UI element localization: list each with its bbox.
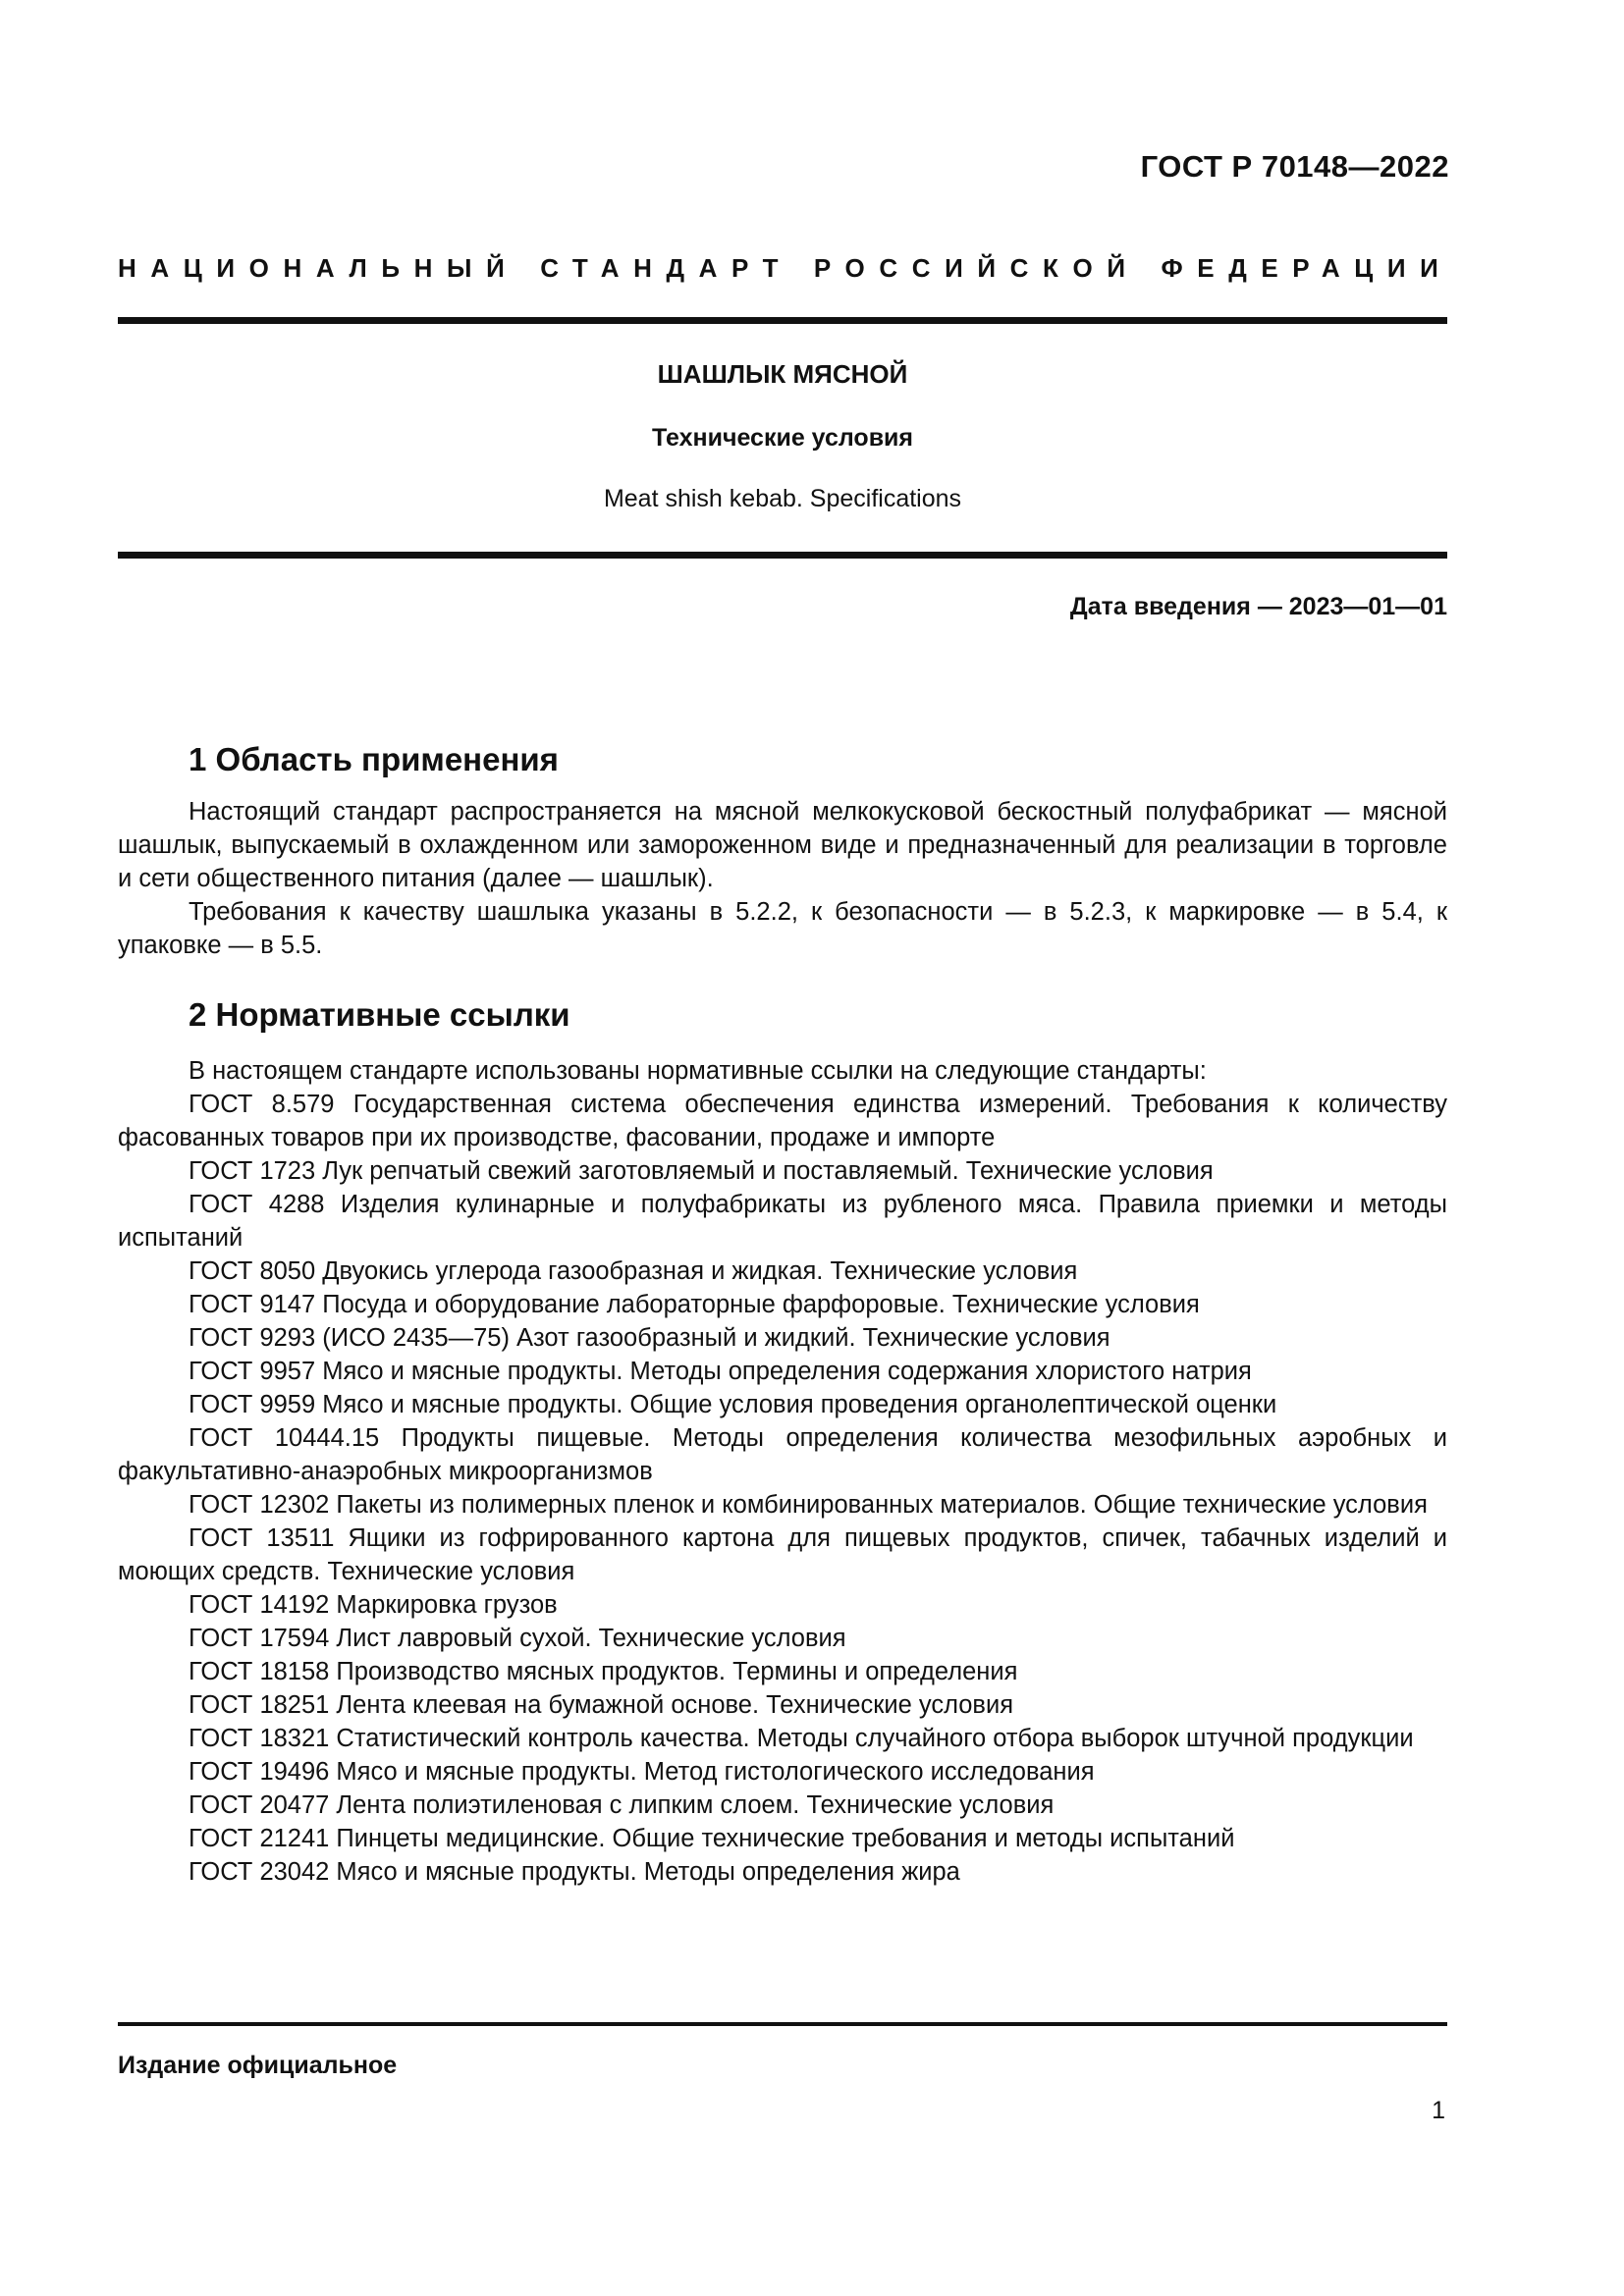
reference-item: ГОСТ 12302 Пакеты из полимерных пленок и комбинированных материалов. Общие технические условия bbox=[189, 1491, 1428, 1519]
reference-item: ГОСТ 4288 Изделия кулинарные и полуфабрикаты из рубленого мяса. Правила приемки и методы испытаний bbox=[118, 1191, 1447, 1252]
document-title-english: Meat shish kebab. Specifications bbox=[603, 485, 962, 512]
page-number: 1 bbox=[1432, 2097, 1445, 2124]
reference-item: ГОСТ 8050 Двуокись углерода газообразная и жидкая. Технические условия bbox=[189, 1257, 1078, 1285]
title-divider bbox=[118, 552, 1447, 559]
reference-item: ГОСТ 8.579 Государственная система обеспечения единства измерений. Требования к количеству фасованных товаров при их производстве, фасовании, продаже и импорте bbox=[118, 1091, 1447, 1151]
reference-item: ГОСТ 9147 Посуда и оборудование лабораторные фарфоровые. Технические условия bbox=[189, 1291, 1200, 1318]
reference-item: ГОСТ 18251 Лента клеевая на бумажной основе. Технические условия bbox=[189, 1691, 1014, 1719]
standard-banner: НАЦИОНАЛЬНЫЙ СТАНДАРТ РОССИЙСКОЙ ФЕДЕРАЦИИ bbox=[118, 253, 1453, 283]
normative-references-list bbox=[118, 1088, 1447, 1889]
reference-item: ГОСТ 18321 Статистический контроль качества. Методы случайного отбора выборок штучной продукции bbox=[189, 1725, 1414, 1752]
reference-item: ГОСТ 10444.15 Продукты пищевые. Методы определения количества мезофильных аэробных и факультативно-анаэробных микроорганизмов bbox=[118, 1424, 1447, 1485]
document-title: ШАШЛЫК МЯСНОЙ bbox=[657, 359, 908, 389]
section-1-paragraph: Настоящий стандарт распространяется на мясной мелкокусковой бескостный полуфабрикат — мясной шашлык, выпускаемый в охлажденном или замороженном виде и предназначенный для реализации в торговле и сети общественного питания (далее — шашлык). bbox=[118, 798, 1447, 892]
document-subtitle: Технические условия bbox=[651, 424, 914, 452]
reference-item: ГОСТ 14192 Маркировка грузов bbox=[189, 1591, 558, 1619]
reference-item: ГОСТ 21241 Пинцеты медицинские. Общие технические требования и методы испытаний bbox=[189, 1825, 1235, 1852]
reference-item: ГОСТ 13511 Ящики из гофрированного картона для пищевых продуктов, спичек, табачных изделий и моющих средств. Технические условия bbox=[118, 1524, 1447, 1585]
reference-item: ГОСТ 17594 Лист лавровый сухой. Технические условия bbox=[189, 1625, 846, 1652]
edition-label: Издание официальное bbox=[118, 2052, 398, 2079]
footer-divider bbox=[118, 2022, 1447, 2026]
reference-item: ГОСТ 1723 Лук репчатый свежий заготовляемый и поставляемый. Технические условия bbox=[189, 1157, 1214, 1185]
reference-item: ГОСТ 9957 Мясо и мясные продукты. Методы определения содержания хлористого натрия bbox=[189, 1358, 1252, 1385]
section-1-paragraph: Требования к качеству шашлыка указаны в 5.2.2, к безопасности — в 5.2.3, к маркировке — в 5.4, к упаковке — в 5.5. bbox=[118, 898, 1447, 959]
reference-item: ГОСТ 19496 Мясо и мясные продукты. Метод гистологического исследования bbox=[189, 1758, 1095, 1786]
reference-item: ГОСТ 20477 Лента полиэтиленовая с липким слоем. Технические условия bbox=[189, 1791, 1055, 1819]
reference-item: ГОСТ 9959 Мясо и мясные продукты. Общие условия проведения органолептической оценки bbox=[189, 1391, 1277, 1418]
reference-item: ГОСТ 18158 Производство мясных продуктов. Термины и определения bbox=[189, 1658, 1018, 1685]
reference-item: ГОСТ 23042 Мясо и мясные продукты. Методы определения жира bbox=[189, 1858, 960, 1886]
section-2-intro: В настоящем стандарте использованы нормативные ссылки на следующие стандарты: bbox=[189, 1057, 1207, 1085]
section-2-heading: 2 Нормативные ссылки bbox=[189, 996, 570, 1033]
reference-item: ГОСТ 9293 (ИСО 2435—75) Азот газообразный и жидкий. Технические условия bbox=[189, 1324, 1110, 1352]
document-number: ГОСТ Р 70148—2022 bbox=[1140, 149, 1449, 184]
top-divider bbox=[118, 317, 1447, 324]
document-body bbox=[118, 738, 1447, 1889]
section-1-heading: 1 Область применения bbox=[189, 741, 559, 777]
introduction-date: Дата введения — 2023—01—01 bbox=[1069, 593, 1447, 620]
